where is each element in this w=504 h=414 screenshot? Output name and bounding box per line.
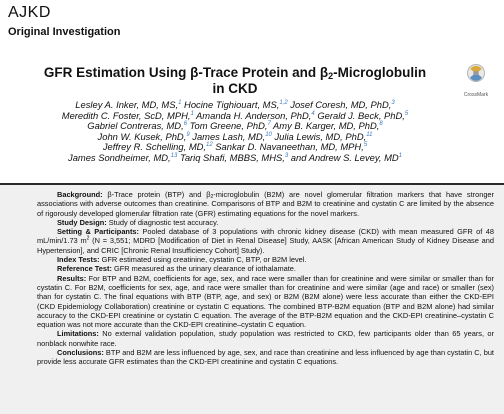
- affiliation-marker[interactable]: 11: [366, 131, 373, 138]
- crossmark-badge[interactable]: [459, 64, 493, 98]
- affiliation-marker[interactable]: 8: [379, 121, 383, 128]
- conclusions-text: BTP and B2M are less influenced by age, sex, and race than creatinine and less influenced by age than cystatin C, but provide less accurate GFR estimates than the CKD-EPI creatinine and cystatin C equations.: [37, 348, 494, 367]
- index-text: GFR estimated using creatinine, cystatin C, BTP, or B2M level.: [99, 255, 307, 265]
- abstract-design: [37, 218, 494, 227]
- author-name[interactable]: John W. Kusek, PhD,: [97, 130, 187, 142]
- author-name[interactable]: Amy B. Karger, MD, PhD,: [270, 120, 380, 132]
- setting-superscript: 2: [86, 236, 90, 243]
- setting-label: Setting & Participants:: [57, 227, 139, 237]
- affiliation-marker[interactable]: 13: [170, 152, 178, 159]
- abstract-index-tests: [37, 255, 494, 264]
- author-list: [20, 100, 450, 164]
- affiliation-marker[interactable]: 4: [311, 110, 315, 117]
- abstract-conclusions: [37, 348, 494, 367]
- conclusions-label: Conclusions:: [57, 348, 104, 358]
- affiliation-marker[interactable]: 6: [183, 121, 188, 128]
- author-name[interactable]: Julia Lewis, MD, PhD,: [271, 130, 367, 142]
- author-name[interactable]: Josef Coresh, MD, PhD,: [287, 99, 392, 110]
- affiliation-marker[interactable]: 3: [391, 99, 395, 106]
- setting-text-a: Pooled database of 3 populations with chronic kidney disease (CKD) with mean measured GFR of 48 mL/min/1.73 m: [37, 227, 494, 246]
- affiliation-marker[interactable]: 1: [178, 99, 182, 106]
- abstract-box: [0, 183, 504, 414]
- author-name[interactable]: Sankar D. Navaneethan, MD, MPH,: [212, 141, 364, 153]
- affiliation-marker[interactable]: 9: [186, 131, 190, 138]
- author-name[interactable]: Lesley A. Inker, MD, MS,: [75, 99, 179, 110]
- background-subscript: 2: [210, 194, 214, 200]
- author-name[interactable]: Gabriel Contreras, MD,: [87, 120, 184, 132]
- reference-text: GFR measured as the urinary clearance of iothalamate.: [111, 264, 296, 274]
- setting-text-b: (N = 3,551; MDRD [Modification of Diet in Renal Disease] Study, AASK [African American Study of Kidney Disease and Hypertension], and CRIC [Chronic Renal Insufficiency Cohort] Study).: [37, 236, 494, 255]
- author-name[interactable]: Tom Greene, PhD,: [187, 120, 268, 132]
- background-label: Background:: [57, 190, 103, 199]
- affiliation-marker[interactable]: 1: [398, 152, 402, 159]
- results-text: For BTP and B2M, coefficients for age, sex, and race were smaller than for creatinine and were similar or smaller than for cystatin C. For B2M, coefficients for sex, age, and race were smaller than for creatinine and were similar (age and race) or smaller (sex) than for cystatin C. The final equations with BTP (BTP, age, and sex) or B2M (B2M alone) were less accurate than either the CKD-EPI (CKD Epidemiology Collaboration) creatinine or cystatin C equations. The combined BTP-B2M equation (BTP and B2M alone) had similar accuracy to the CKD-EPI creatinine or cystatin C equation. The average of the BTP-B2M equation and the CKD-EPI creatinine–cystatin C equation was not more accurate than the CKD-EPI creatinine–cystatin C equation.: [37, 273, 494, 330]
- crossmark-icon: [467, 64, 485, 86]
- author-name[interactable]: Tariq Shafi, MBBS, MHS,: [177, 151, 285, 163]
- affiliation-marker[interactable]: 12: [206, 142, 213, 149]
- results-label: Results:: [57, 273, 87, 283]
- background-text-b: -microglobulin (B2M) are novel glomerular filtration markers that have stronger associations with adverse outcomes than creatinine. Comparisons of BTP and B2M to creatinine and cystatin C are limited by the absence of rigorously developed glomerular filtration rate (GFR) estimating equations for the novel markers.: [37, 190, 495, 218]
- crossmark-label: CrossMark: [463, 92, 489, 98]
- affiliation-marker[interactable]: 3: [284, 152, 289, 159]
- affiliation-marker[interactable]: 7: [267, 121, 271, 128]
- abstract-reference-test: [37, 264, 494, 273]
- author-name[interactable]: Hocine Tighiouart, MS,: [181, 99, 280, 110]
- author-name[interactable]: Amanda H. Anderson, PhD,: [193, 109, 312, 121]
- author-name[interactable]: Meredith C. Foster, ScD, MPH,: [61, 109, 191, 121]
- design-text: Study of diagnostic test accuracy.: [106, 217, 219, 227]
- reference-label: Reference Test:: [57, 264, 112, 274]
- abstract-setting: [37, 227, 494, 255]
- abstract-limitations: [37, 329, 494, 348]
- index-label: Index Tests:: [57, 255, 100, 265]
- author-name[interactable]: and Andrew S. Levey, MD: [288, 151, 399, 163]
- limitations-text: No external validation population, study population was restricted to CKD, few participants older than 65 years, or nonblack nonwhite race.: [37, 329, 494, 348]
- affiliation-marker[interactable]: 5: [404, 110, 409, 117]
- journal-name: AJKD: [8, 4, 51, 21]
- article-type-label: Original Investigation: [8, 26, 121, 38]
- author-name[interactable]: Gerald J. Beck, PhD,: [314, 109, 405, 121]
- author-name[interactable]: James Sondheimer, MD,: [68, 151, 171, 163]
- author-line: [20, 153, 450, 164]
- affiliation-marker[interactable]: 10: [265, 131, 272, 138]
- title-line1-b: -Microglobulin: [333, 65, 427, 80]
- abstract-background: [37, 190, 494, 218]
- abstract-results: [37, 274, 494, 330]
- background-text-a: β-Trace protein (BTP) and β: [102, 190, 211, 199]
- title-subscript: 2: [328, 71, 334, 81]
- design-label: Study Design:: [57, 217, 107, 227]
- affiliation-marker[interactable]: 5: [363, 142, 368, 149]
- title-line2: in CKD: [212, 81, 258, 96]
- article-title: [30, 65, 440, 97]
- affiliation-marker[interactable]: 1,2: [279, 99, 288, 106]
- author-name[interactable]: Jeffrey R. Schelling, MD,: [102, 141, 207, 153]
- limitations-label: Limitations:: [57, 329, 99, 339]
- affiliation-marker[interactable]: 1: [190, 110, 194, 117]
- author-name[interactable]: James Lash, MD,: [189, 130, 266, 142]
- title-line1-a: GFR Estimation Using β-Trace Protein and β: [43, 65, 329, 80]
